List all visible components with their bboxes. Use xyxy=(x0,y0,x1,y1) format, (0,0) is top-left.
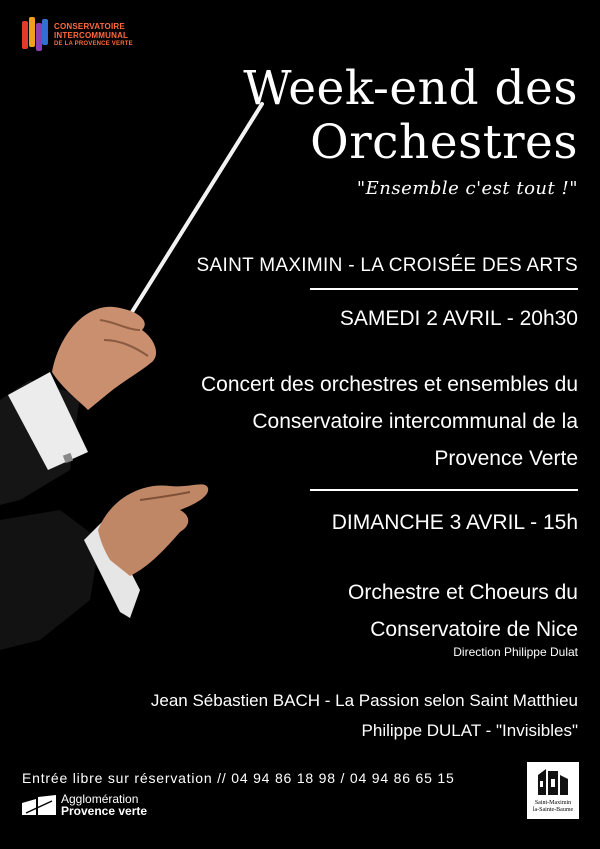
day2-date: DIMANCHE 3 AVRIL - 15h xyxy=(331,511,578,534)
work-item: Jean Sébastien BACH - La Passion selon Saint Matthieu xyxy=(150,691,578,710)
day2-line: Conservatoire de Nice xyxy=(370,618,578,641)
day1-line: Conservatoire intercommunal de la xyxy=(252,410,578,433)
reservation-info: Entrée libre sur réservation // 04 94 86 18 98 / 04 94 86 65 15 xyxy=(22,770,455,786)
work-item: Philippe DULAT - "Invisibles" xyxy=(361,721,578,740)
logo-line-2: INTERCOMMUNAL xyxy=(54,30,129,40)
agglo-line-1: Agglomération xyxy=(61,792,139,806)
suit-sleeve-lower xyxy=(0,510,100,650)
conservatoire-logo xyxy=(22,17,133,53)
day2-description xyxy=(218,574,578,648)
day1-date: SAMEDI 2 AVRIL - 20h30 xyxy=(339,307,578,330)
saint-maximin-logo xyxy=(527,762,579,819)
divider xyxy=(310,489,578,491)
day1-line: Provence Verte xyxy=(434,447,578,470)
day1-description xyxy=(158,366,578,477)
town-line-1: Saint-Maximin xyxy=(534,800,572,806)
agglo-line-2: Provence verte xyxy=(61,804,148,818)
town-line-2: la-Sainte-Baume xyxy=(532,807,574,813)
conservatoire-logo-icon xyxy=(22,17,48,53)
poster-title xyxy=(158,62,578,170)
day1-line: Concert des orchestres et ensembles du xyxy=(200,373,578,396)
divider xyxy=(310,288,578,290)
title-line-1: Week-end des xyxy=(243,61,578,116)
logo-line-1: CONSERVATOIRE xyxy=(54,21,125,31)
works-list xyxy=(98,686,578,746)
venue: SAINT MAXIMIN - LA CROISÉE DES ARTS xyxy=(196,255,578,276)
day2-line: Orchestre et Choeurs du xyxy=(348,581,578,604)
agglomeration-logo xyxy=(22,793,147,817)
tagline: "Ensemble c'est tout !" xyxy=(356,178,578,199)
logo-line-3: DE LA PROVENCE VERTE xyxy=(54,40,133,47)
title-line-2: Orchestres xyxy=(310,115,578,170)
agglomeration-logo-icon xyxy=(22,795,56,815)
day2-direction: Direction Philippe Dulat xyxy=(453,645,578,659)
town-crest-icon xyxy=(534,765,572,799)
